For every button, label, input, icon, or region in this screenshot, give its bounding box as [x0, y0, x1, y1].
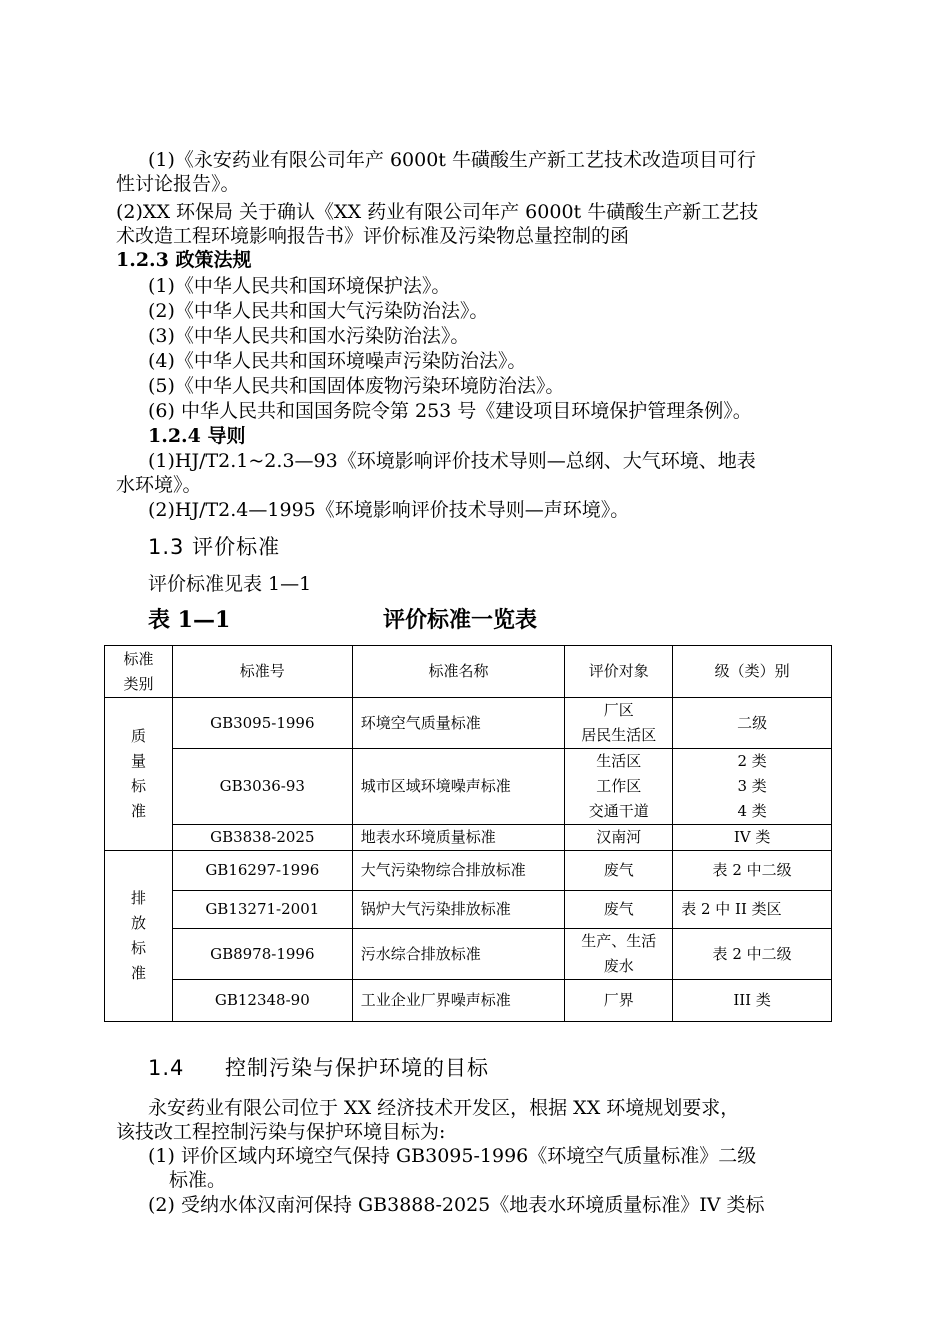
- section-heading-1-4-number: 1.4: [148, 1056, 185, 1080]
- standards-table: [104, 645, 832, 1022]
- guide-item-1-line-2: 水环境》。: [116, 474, 202, 496]
- header-name: 标准名称: [352, 646, 565, 698]
- section-1-3-text: 评价标准见表 1—1: [148, 573, 312, 595]
- evaluation-object: 生产、生活 废水: [565, 929, 673, 980]
- goal-item-1-line-2: 标准。: [169, 1169, 227, 1191]
- section-heading-1-4-title: 控制污染与保护环境的目标: [225, 1056, 489, 1080]
- table-row: [105, 825, 832, 851]
- standard-name: 工业企业厂界噪声标准: [352, 980, 565, 1022]
- guide-item-2: (2)HJ/T2.4—1995《环境影响评价技术导则—声环境》。: [148, 499, 630, 521]
- reference-2-line-1: (2)XX 环保局 关于确认《XX 药业有限公司年产 6000t 牛磺酸生产新工艺技: [116, 201, 759, 223]
- standard-code: GB3838-2025: [172, 825, 352, 851]
- grade: 二级: [673, 698, 832, 749]
- standard-name: 地表水环境质量标准: [352, 825, 565, 851]
- section-heading-1-2-4: 1.2.4 导则: [148, 425, 246, 447]
- table-row: [105, 980, 832, 1022]
- goal-intro-line-1: 永安药业有限公司位于 XX 经济技术开发区，根据 XX 环境规划要求，: [148, 1097, 740, 1119]
- group-emission-standards: 排 放 标 准: [105, 851, 173, 1022]
- table-row: [105, 929, 832, 980]
- standard-name: 大气污染物综合排放标准: [352, 851, 565, 891]
- table-row: [105, 891, 832, 929]
- standard-code: GB13271-2001: [172, 891, 352, 929]
- guide-item-1-line-1: (1)HJ/T2.1~2.3—93《环境影响评价技术导则—总纲、大气环境、地表: [148, 450, 756, 472]
- reference-2-line-2: 术改造工程环境影响报告书》评价标准及污染物总量控制的函: [116, 225, 630, 247]
- grade: 2 类 3 类 4 类: [673, 749, 832, 825]
- law-item-3: (3)《中华人民共和国水污染防治法》。: [148, 325, 470, 347]
- grade: III 类: [673, 980, 832, 1022]
- grade: 表 2 中二级: [673, 929, 832, 980]
- standard-code: GB16297-1996: [172, 851, 352, 891]
- standard-code: GB3095-1996: [172, 698, 352, 749]
- evaluation-object: 厂界: [565, 980, 673, 1022]
- header-category: 标准 类别: [105, 646, 173, 698]
- standard-name: 污水综合排放标准: [352, 929, 565, 980]
- header-code: 标准号: [172, 646, 352, 698]
- reference-1-line-2: 性讨论报告》。: [116, 173, 240, 195]
- group-quality-standards: 质 量 标 准: [105, 698, 173, 851]
- table-row: [105, 851, 832, 891]
- standard-name: 城市区域环境噪声标准: [352, 749, 565, 825]
- law-item-1: (1)《中华人民共和国环境保护法》。: [148, 275, 451, 297]
- evaluation-object: 厂区 居民生活区: [565, 698, 673, 749]
- header-grade: 级（类）别: [673, 646, 832, 698]
- goal-item-1-line-1: (1) 评价区域内环境空气保持 GB3095-1996《环境空气质量标准》二级: [148, 1145, 757, 1167]
- grade: 表 2 中二级: [673, 851, 832, 891]
- table-label: 表 1—1: [148, 607, 231, 633]
- evaluation-object: 生活区 工作区 交通干道: [565, 749, 673, 825]
- header-object: 评价对象: [565, 646, 673, 698]
- goal-item-2-line-1: (2) 受纳水体汉南河保持 GB3888-2025《地表水环境质量标准》IV 类标: [148, 1194, 765, 1216]
- law-item-5: (5)《中华人民共和国固体废物污染环境防治法》。: [148, 375, 565, 397]
- table-row: [105, 749, 832, 825]
- grade: 表 2 中 II 类区: [673, 891, 832, 929]
- grade: IV 类: [673, 825, 832, 851]
- table-header-row: [105, 646, 832, 698]
- law-item-6: (6) 中华人民共和国国务院令第 253 号《建设项目环境保护管理条例》。: [148, 400, 752, 422]
- standard-code: GB8978-1996: [172, 929, 352, 980]
- table-row: [105, 698, 832, 749]
- law-item-4: (4)《中华人民共和国环境噪声污染防治法》。: [148, 350, 527, 372]
- evaluation-object: 废气: [565, 851, 673, 891]
- reference-1-line-1: (1)《永安药业有限公司年产 6000t 牛磺酸生产新工艺技术改造项目可行: [148, 149, 756, 171]
- standard-name: 锅炉大气污染排放标准: [352, 891, 565, 929]
- standard-code: GB3036-93: [172, 749, 352, 825]
- evaluation-object: 汉南河: [565, 825, 673, 851]
- table-title: 评价标准一览表: [383, 607, 538, 633]
- evaluation-object: 废气: [565, 891, 673, 929]
- standard-code: GB12348-90: [172, 980, 352, 1022]
- section-heading-1-3: 1.3 评价标准: [148, 535, 281, 559]
- standard-name: 环境空气质量标准: [352, 698, 565, 749]
- section-heading-1-2-3: 1.2.3 政策法规: [116, 249, 252, 271]
- law-item-2: (2)《中华人民共和国大气污染防治法》。: [148, 300, 489, 322]
- goal-intro-line-2: 该技改工程控制污染与保护环境目标为:: [116, 1121, 446, 1143]
